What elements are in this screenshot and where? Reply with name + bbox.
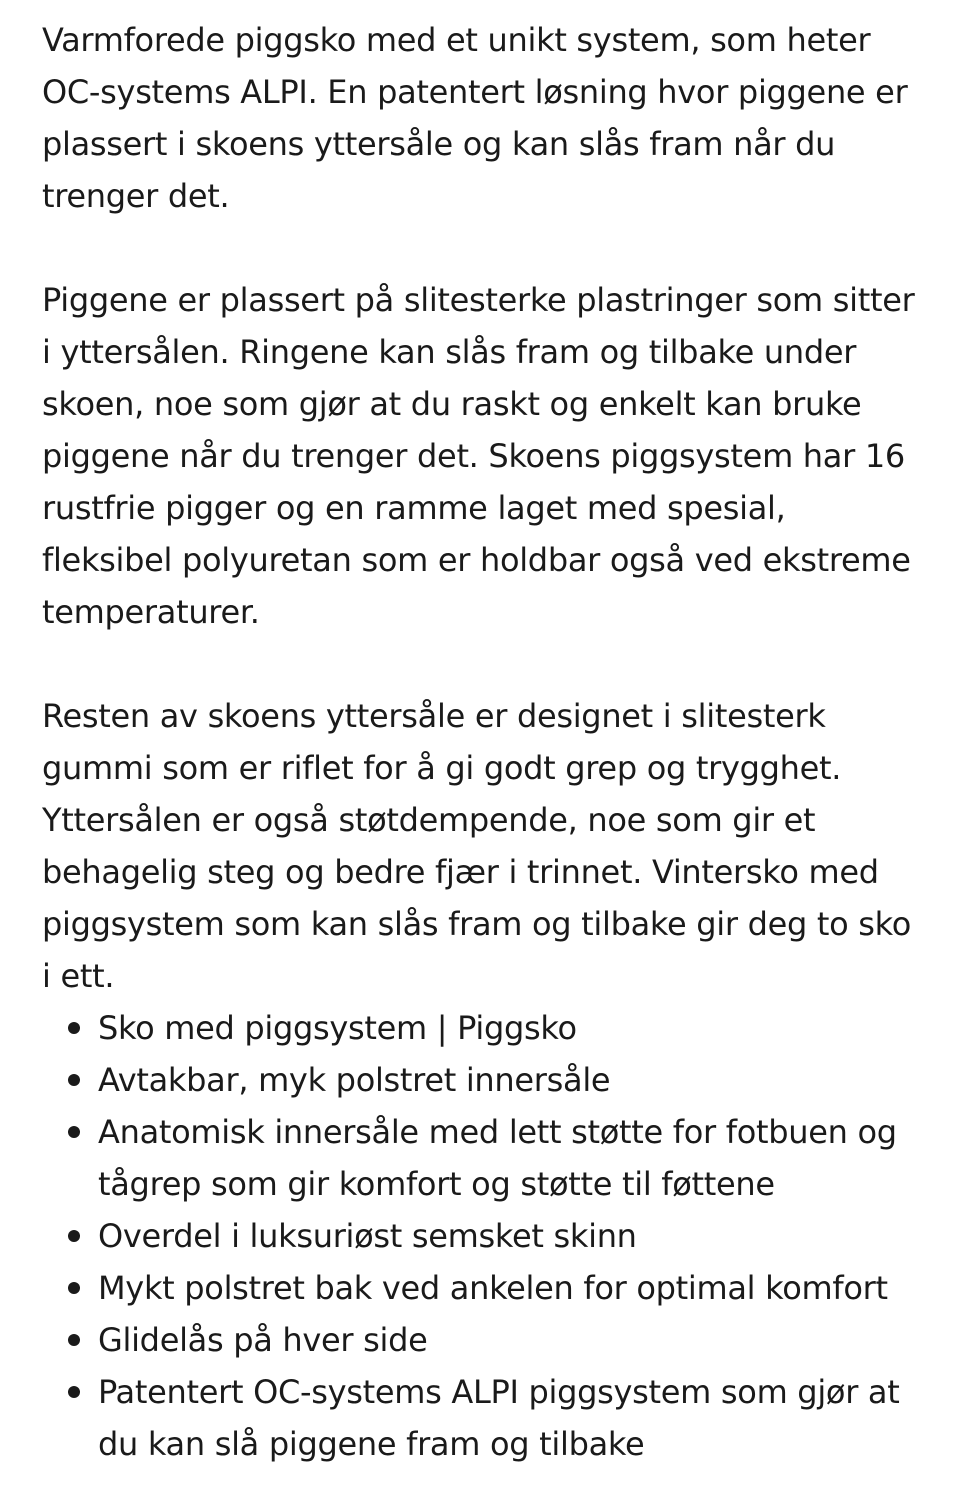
paragraph-spacer [42, 222, 920, 274]
description-paragraph-sole: Resten av skoens yttersåle er designet i slitesterk gummi som er riflet for å gi godt grep og trygghet. Yttersålen er også støtdempende, noe som gir et behagelig steg og bedre fjær i trinnet. Vintersko med piggsystem som kan slås fram og tilbake gir deg to sko i ett. [42, 697, 912, 995]
feature-list-item [42, 1054, 920, 1106]
bullet-icon [68, 1230, 80, 1242]
bullet-icon [68, 1282, 80, 1294]
bullet-icon [68, 1074, 80, 1086]
bullet-icon [68, 1022, 80, 1034]
feature-text: Sko med piggsystem | Piggsko [98, 1009, 577, 1047]
feature-list-item [42, 1106, 920, 1210]
feature-list-item [42, 1366, 920, 1470]
bullet-icon [68, 1334, 80, 1346]
feature-list [42, 1002, 920, 1470]
feature-text: Glidelås på hver side [98, 1321, 428, 1359]
feature-list-item [42, 1210, 920, 1262]
feature-text: Avtakbar, myk polstret innersåle [98, 1061, 611, 1099]
feature-list-item [42, 1002, 920, 1054]
feature-text: Anatomisk innersåle med lett støtte for fotbuen og tågrep som gir komfort og støtte til føttene [98, 1113, 897, 1203]
paragraph-spacer [42, 638, 920, 690]
description-paragraph-intro: Varmforede piggsko med et unikt system, som heter OC-systems ALPI. En patentert løsning hvor piggene er plassert i skoens yttersåle og kan slås fram når du trenger det. [42, 21, 908, 215]
feature-text: Mykt polstret bak ved ankelen for optimal komfort [98, 1269, 888, 1307]
bullet-icon [68, 1386, 80, 1398]
feature-list-item [42, 1262, 920, 1314]
product-description [42, 14, 920, 1470]
feature-list-item [42, 1314, 920, 1366]
feature-text: Patentert OC-systems ALPI piggsystem som gjør at du kan slå piggene fram og tilbake [98, 1373, 900, 1463]
description-paragraph-spikes: Piggene er plassert på slitesterke plastringer som sitter i yttersålen. Ringene kan slås fram og tilbake under skoen, noe som gjør at du raskt og enkelt kan bruke piggene når du trenger det. Skoens piggsystem har 16 rustfrie pigger og en ramme laget med spesial, fleksibel polyuretan som er holdbar også ved ekstreme temperaturer. [42, 281, 915, 631]
feature-text: Overdel i luksuriøst semsket skinn [98, 1217, 637, 1255]
bullet-icon [68, 1126, 80, 1138]
